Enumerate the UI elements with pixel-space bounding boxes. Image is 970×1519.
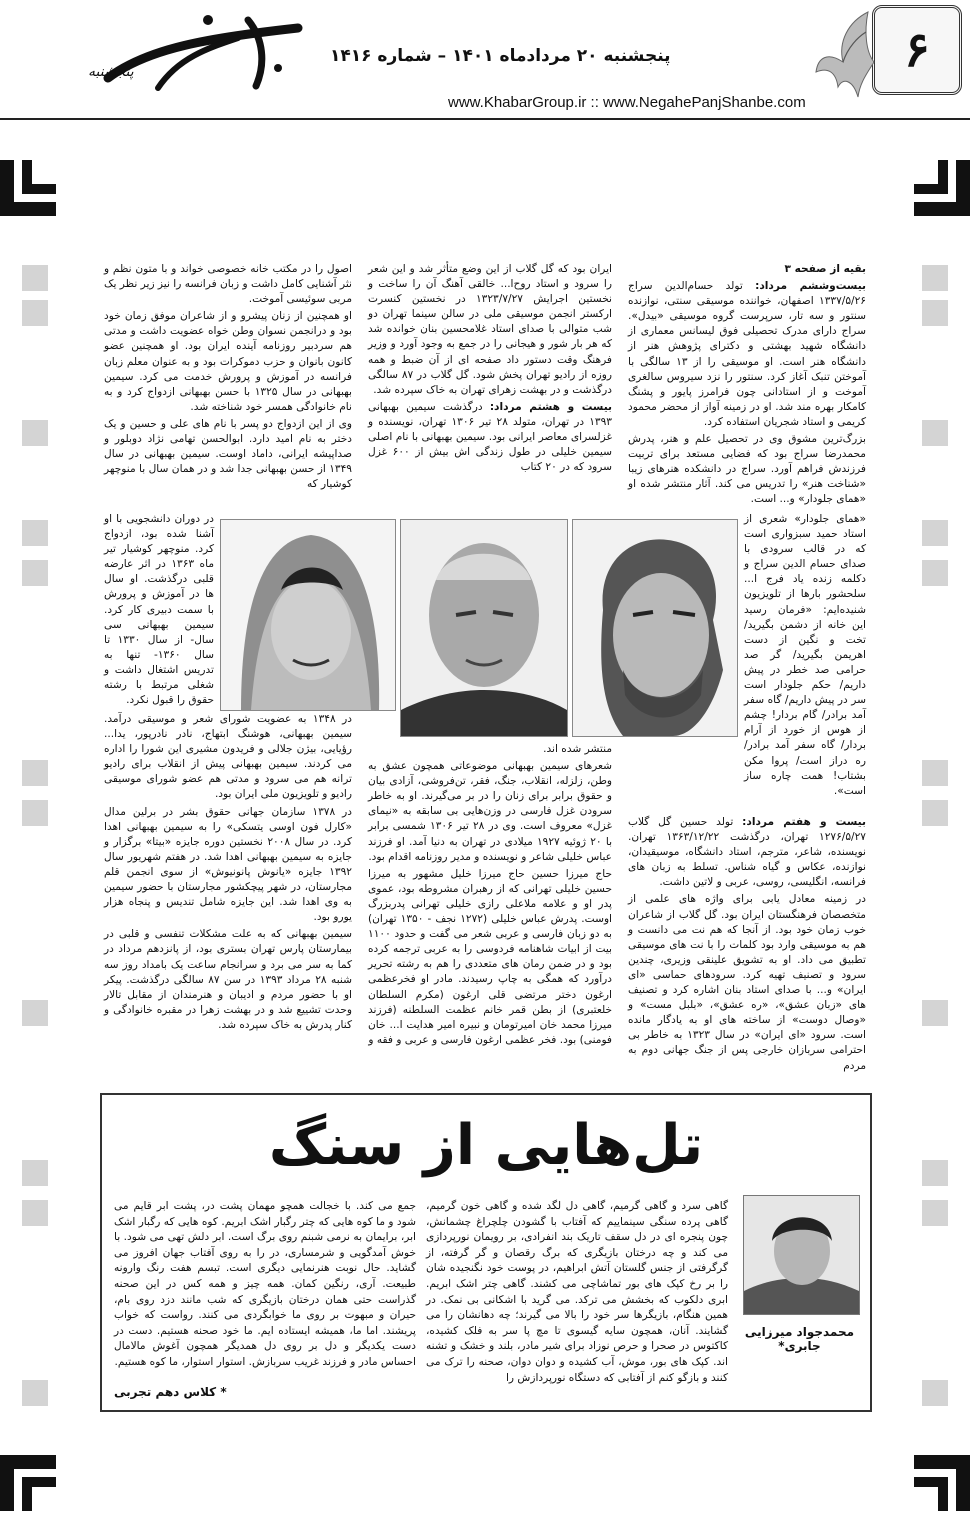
author-byline: * کلاس دهم تجربی xyxy=(114,1385,227,1399)
feature-box xyxy=(100,1093,872,1412)
date-heading: بیست‌وششم مرداد: xyxy=(755,280,867,293)
portrait-photo-golgolab xyxy=(400,519,568,737)
portrait-photo-sarraj xyxy=(572,519,738,737)
paragraph: در دوران دانشجویی با او آشنا شده بود، ازدواج کرد. منوچهر کوشیار تیر ماه ۱۳۶۳ در اثر عارضه قلبی درگذشت. او سال ها در آموزش و پرورش با سمت دبیری کار کرد. سیمین بهبهانی سی سال- از سال ۱۳۳۰ تا سال ۱۳۶۰- تنها به تدریس اشتغال داشت و شغلی مرتبط با رشته حقوق را قبول نکرد. xyxy=(104,513,215,707)
newspaper-logo xyxy=(88,8,323,106)
paragraph: در ۱۳۴۸ به عضویت شورای شعر و موسیقی درآمد. سیمین بهبهانی، هوشنگ ابتهاج، نادر نادرپور، یدا... رؤیایی، بیژن جلالی و فریدون مشیری این شورا را اداره می کردند. سیمین بهبهانی پیش از انقلاب برای رادیو ترانه هم می سرود و مدتی هم عضو شورای موسیقی رادیو و تلویزیون ملی ایران بود. xyxy=(104,713,353,801)
feature-title: تل‌هایی از سنگ xyxy=(268,1113,704,1178)
paragraph: تولد حسام‌الدین سراج ۱۳۳۷/۵/۲۶ اصفهان، خواننده موسیقی سنتی، نوازنده سنتور و سه تار، سرپرست گروه موسیقی «بیدل». سراج دارای مدرک تحصیلی فوق لیسانس معماری از دانشگاه شهید بهشتی و دکترای پژوهش هنر از دانشگاه هنر است. او موسیقی را از ۱۳ سالگی با آموختن تنبک آغاز کرد. سنتور را نزد سیروس سالغری آموخت و از استادانی چون فرامرز پایور و پشنگ کامکار بهره مند شد. او در زمینه آواز از محضر محمود کریمی و استاد شجریان استفاده کرد. xyxy=(628,280,866,428)
paragraph: اصول را در مکتب خانه خصوصی خواند و با متون نظم و نثر آشنایی کامل داشت و زبان فرانسه را نیز زیر نظر یک مربی سوئیسی آموخت. xyxy=(104,263,352,306)
corner-ornament-icon xyxy=(914,160,970,216)
header-rule xyxy=(0,118,970,120)
article-column-right-lower xyxy=(628,815,866,1076)
website-urls[interactable]: www.KhabarGroup.ir :: www.NegahePanjShanbe.com xyxy=(448,94,806,111)
date-heading: بیست و هفتم مرداد: xyxy=(742,816,866,828)
paragraph: شعرهای سیمین بهبهانی موضوعاتی همچون عشق به وطن، زلزله، انقلاب، جنگ، فقر، تن‌فروشی، آزادی بیان و حقوق برابر برای زنان را در بر می‌گیرند. او به خاطر سرودن غزل فارسی در وزن‌هایی بی سابقه به «نیمای غزل» معروف است. وی در ۲۸ تیر ۱۳۰۶ شمسی برابر با ۲۰ ژوئیه ۱۹۲۷ میلادی در تهران به دنیا آمد. او فرزند عباس خلیلی شاعر و نویسنده و مدیر روزنامه اقدام بود. xyxy=(368,760,613,863)
masthead xyxy=(0,0,970,118)
author-photo xyxy=(743,1195,860,1315)
paragraph: او همچنین از زنان پیشرو و از شاعران موفق زمان خود بود و درانجمن نسوان وطن خواه عضویت داشت و مدتی هم سردبیر روزنامه آینده ایران بود. او همچنین عضو کانون بانوان و حزب دموکرات بود و به عنوان معلم زبان فرانسه در آموزش و پرورش خدمت می کرد. سیمین بهبهانی در سال ۱۳۲۵ با حسن بهبهانی ازدواج کرد و به نام خانوادگی همسر خود شناخته شد. xyxy=(104,310,352,413)
article-column-right xyxy=(628,262,866,510)
paragraph: ایران بود که گل گلاب از این وضع متأثر شد و این شعر را سرود و استاد روح‌ا... خالقی آهنگ آن را ساخت و نخستین اجرایش ۱۳۲۳/۷/۲۷ در نخستین کنسرت ارکستر انجمن موسیقی ملی در سالن سینما تهران دو شب متوالی با صدای استاد غلامحسین بنان خوانده شد که هر بار شور و هیجانی را در جمع به وجود آورد و وزیر فرهنگ وقت دستور داد صفحه ای از آن ضبط و همه روزه از رادیو تهران پخش شود. گل گلاب در ۸۷ سالگی درگذشت و در بهشت زهرای تهران به خاک سپرده شد. xyxy=(368,263,613,396)
paragraph: تولد حسین گل گلاب ۱۲۷۶/۵/۲۷ تهران، درگذشت ۱۳۶۳/۱۲/۲۲ تهران. نویسنده، شاعر، مترجم، استاد دانشگاه، موسیقیدان، نوازنده، عکاس و گیاه شناس. تسلط به زبان های فرانسه، انگلیسی، روسی، عربی و لاتین داشت. xyxy=(628,816,866,889)
corner-ornament-icon xyxy=(0,1455,56,1511)
page-number: ۶ xyxy=(872,5,962,95)
feature-column-2: جمع می کند. با خجالت همچو مهمان پشت در، پشت ابر قایم می شود و ما کوه هایی که چتر رگبار اشک ابریم. کوه هایی که رگبار اشک ابر، برایمان به نرمی شبنم روی برگ است. ابر دلش تهی می شود. با خوش آمدگویی و شرمساری، در را به روی آفتاب جهان افروز می گشاید. حال نوبت هنرنمایی دیگری است. تبسم هفت رنگ وارونه طبیعت. آری، رنگین کمان. همه چیز و همه کس در این صحنه گذراست حتی همان درختان بازیگری که شب مانند دزد روی بام، حیران و مبهوت بر روی ما خوابگردی می کنند. رواست که خواب پریشند. اما ما، همیشه ایستاده ایم. ما خود صحنه هستیم. دست در دست یکدیگر و دل بر روی دل همدیگر همچون آغوش مالامال احساس مادر و فرزند غریب سربازش. استوار استوار، ما کوه هستیم. xyxy=(114,1200,416,1368)
paragraph: وی از این ازدواج دو پسر با نام های علی و حسین و یک دختر به نام امید دارد. ابوالحسن تهامی نژاد دوبلور و صداپیشه ایرانی، داماد اوست. سیمین بهبهانی در سال ۱۳۴۹ از حسن بهبهانی جدا شد و در همان سال با منوچهر کوشیار که xyxy=(104,417,352,491)
article-column-right-wrap xyxy=(744,512,866,801)
poem-paragraph: «همای جلودار» شعری از استاد حمید سبزواری است که در قالب سرودی با صدای حسام الدین سراج و دکلمه زنده یاد فرج ا... سلحشور بارها از تلویزیون شنیده‌ایم: «فرمان رسید این خانه از دشمن بگیرید/ تخت و نگین از دست اهریمن بگیرید/ گر صد حرامی صد خطر در پیش داریم/ حکم جلودار است سر در پیش داریم/ گاه سفر آمد برادر/ گام بردار! چشم از هوس از خورد از آرام بردار/ گاه سفر آمد برادر/ ره دراز است/ پروا مکن بشتاب! همت چاره ساز است». xyxy=(744,513,866,797)
corner-ornament-icon xyxy=(914,1455,970,1511)
continued-note: بقیه از صفحه ۳ xyxy=(784,263,866,275)
paragraph: در زمینه معادل یابی برای واژه های علمی از متخصصان فرهنگستان ایران بود. گل گلاب از شاعران خوب زمان خود بود. از آنجا که هم نت می دانست و هم به موسیقی وارد بود کلمات را با نت های موسیقی تطبیق می داد. او به تشویق علینقی وزیری، چندین سرود و تصنیف تهیه کرد. سرودهای حماسی «ای ایران» و... با صدای استاد بنان اشاره کرد و تصنیف های «زبان عشق»، «ره عشق»، «بلبل مست» و «وصال دوست» از ساخته های او به یادگار مانده است. سرود «ای ایران» در سال ۱۳۲۳ به خاطر بی احترامی سربازان خارجی پس از جنگ جهانی دوم به مردم xyxy=(628,893,866,1072)
paragraph: سیمین بهبهانی که به علت مشکلات تنفسی و قلبی در بیمارستان پارس تهران بستری بود، از پانزدهم مرداد در کما به سر می برد و سرانجام ساعت یک بامداد روز سه شنبه ۲۸ مرداد ۱۳۹۳ در سن ۸۷ سالگی درگذشت. پیکر او با حضور مردم و ادیبان و هنرمندان از مقابل تالار وحدت تشییع شد و در بهشت زهرا در مقبره خانوادگی و کنار پدرش به خاک سپرده شد. xyxy=(104,928,352,1031)
article-column-middle xyxy=(368,262,612,477)
paragraph: حاج میرزا حسین حاج میرزا خلیل مشهور به میرزا حسین خلیلی تهرانی که از رهبران مشروطه بود، عموی پدر او و علامه ملاعلی رازی خلیلی تهرانی پدربزرگ اوست. پدرش عباس خلیلی (۱۲۷۲ نجف - ۱۳۵۰ تهران) به دو زبان فارسی و عربی شعر می گفت و حدود ۱۱۰۰ بیت از ابیات شاهنامه فردوسی را به عربی ترجمه کرده بود و در ضمن رمان های متعددی را هم به رشته تحریر درآورد که همگی به چاپ رسیدند. مادر او فخرعظمی ارغون دختر مرتضی قلی ارغون (مکرم السلطان خلعتبری) از بطن قمر خانم عظمت السلطنه (فرزند میرزا محمد خان امیرتومان و نبیره امیر هدایت ا... خان فومنی) بود. فخر عظمی ارغون فارسی و عربی و فقه و xyxy=(368,867,612,1046)
author-name: محمدجواد میرزایی جابری* xyxy=(744,1325,855,1353)
feature-column-1: گاهی سرد و گاهی گرمیم، گاهی دل لگد شده و گاهی خون گرمیم، گاهی پرده سنگی سینماییم که آفتاب با گشودن چلچراغ چشمانش، چون پنجره ای در دل سقف تاریک بند انفرادی، بر رویمان نورپردازی می کند و چه درختان بازیگری که برگ رقصان و گر گرفته، از گرگرفتی از جنس گلستان آتش ابراهیم، در پوست خود نگنجیده شان را بر رخ کپک های بور تماشاچی می کشند. گاهی چتر اشک ابریم. ابری دلکوب که بخشش می ترکد. می گرید با اشکانی بی نمک. در همین هنگام، بازیگرها سر خود را بالا می گیرند؛ چه دهانشان را می گشایند. آنان، همچون سایه گیسوی تا مچ پا سر به فلک کشیده، کاکتوس در صحرا و حرص نوزاد برای شیر مادر، بلند و خشک و تشنه اند. کپک های بور، موش، آب کشیده و دوان دوان، صحنه را ترک می کنند و بازگو کنم از آفتابی که دستگاه نورپردازش را xyxy=(426,1200,728,1384)
portrait-photo-behbahani xyxy=(220,519,396,711)
logo-subtitle: پنجشنبه xyxy=(88,64,134,80)
article-column-left xyxy=(104,262,352,494)
article-column-middle-lower xyxy=(368,742,612,1050)
date-heading: بیست و هشتم مرداد: xyxy=(489,400,613,413)
paragraph: بزرگ‌ترین مشوق وی در تحصیل علم و هنر، پدرش محمدرضا سراج بود که فضایی مستعد برای تربیت فرزندش فراهم آورد. سراج در دانشکده هنرهای زیبا «شناخت هنر» را تدریس می کند. آثار منتشر شده او «همای جلودار» و... است. xyxy=(628,433,866,506)
article-column-left-wrap xyxy=(104,512,214,710)
article-column-left-lower xyxy=(104,712,352,1035)
paragraph: درگذشت سیمین بهبهانی ۱۳۹۳ در تهران، متولد ۲۸ تیر ۱۳۰۶ تهران، نویسنده و غزلسرای معاصر ایرانی بود. سیمین بهبهانی با نام اصلی سیمین خلیلی در طول زندگی اش بیش از ۶۰۰ غزل سرود که در ۲۰ کتاب xyxy=(368,400,612,474)
phoenix-emblem-icon xyxy=(808,2,878,112)
paragraph: در ۱۳۷۸ سازمان جهانی حقوق بشر در برلین مدال «کارل فون اوسی یتسکی» را به سیمین بهبهانی اهدا کرد. در سال ۲۰۰۸ نخستین دوره جایزه «بیتا» برگزار و جایزه به سیمین بهبهانی اهدا شد. در هفتم شهریور سال ۱۳۹۲ جایزه «یانوش پانونیوش» از سوی انجمن قلم مجارستان، در شهر پیچکشور مجارستان با حضور سیمین به وی اهدا شد. این جایزه شامل تندیس و پنجاه هزار یورو بود. xyxy=(104,805,353,924)
issue-dateline: پنجشنبه ۲۰ مردادماه ۱۴۰۱ – شماره ۱۴۱۶ xyxy=(330,46,671,66)
corner-ornament-icon xyxy=(0,160,56,216)
paragraph: منتشر شده اند. xyxy=(543,743,612,755)
